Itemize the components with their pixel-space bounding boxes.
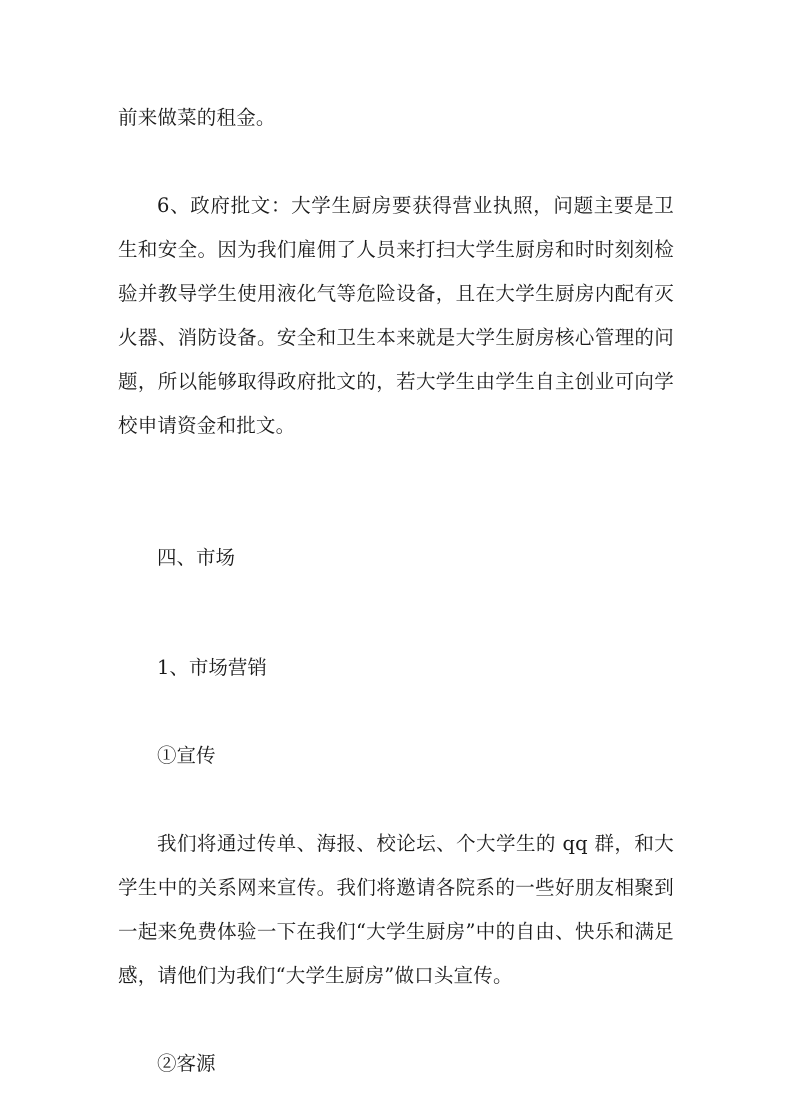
paragraph-promotion-body: 我们将通过传单、海报、校论坛、个大学生的 qq 群，和大学生中的关系网来宣传。我们将邀请各院系的一些好朋友相聚到一起来免费体验一下在我们“大学生厨房”中的自由、快乐和满足感，请他们为我们“大学生厨房”做口头宣传。 — [118, 832, 674, 987]
heading-gap — [118, 580, 674, 646]
text-column — [118, 0, 674, 1086]
list-item-label-customer-source: ②客源 — [157, 1052, 216, 1075]
item-gap — [118, 778, 674, 822]
continued-paragraph-block — [118, 0, 674, 140]
item-gap-2 — [118, 998, 674, 1042]
section-gap — [118, 448, 674, 536]
subsection-heading-marketing: 1、市场营销 — [157, 656, 267, 679]
paragraph-gap — [118, 140, 674, 184]
list-item-label-promotion: ①宣传 — [157, 744, 216, 767]
continued-paragraph: 前来做菜的租金。 — [118, 106, 276, 129]
section-heading-market: 四、市场 — [157, 546, 236, 569]
paragraph-government-approval: 6、政府批文：大学生厨房要获得营业执照，问题主要是卫生和安全。因为我们雇佣了人员来打扫大学生厨房和时时刻刻检验并教导学生使用液化气等危险设备，且在大学生厨房内配有灭火器、消防设备。安全和卫生本来就是大学生厨房核心管理的问题，所以能够取得政府批文的，若大学生由学生自主创业可向学校申请资金和批文。 — [118, 194, 674, 437]
subheading-gap — [118, 690, 674, 734]
